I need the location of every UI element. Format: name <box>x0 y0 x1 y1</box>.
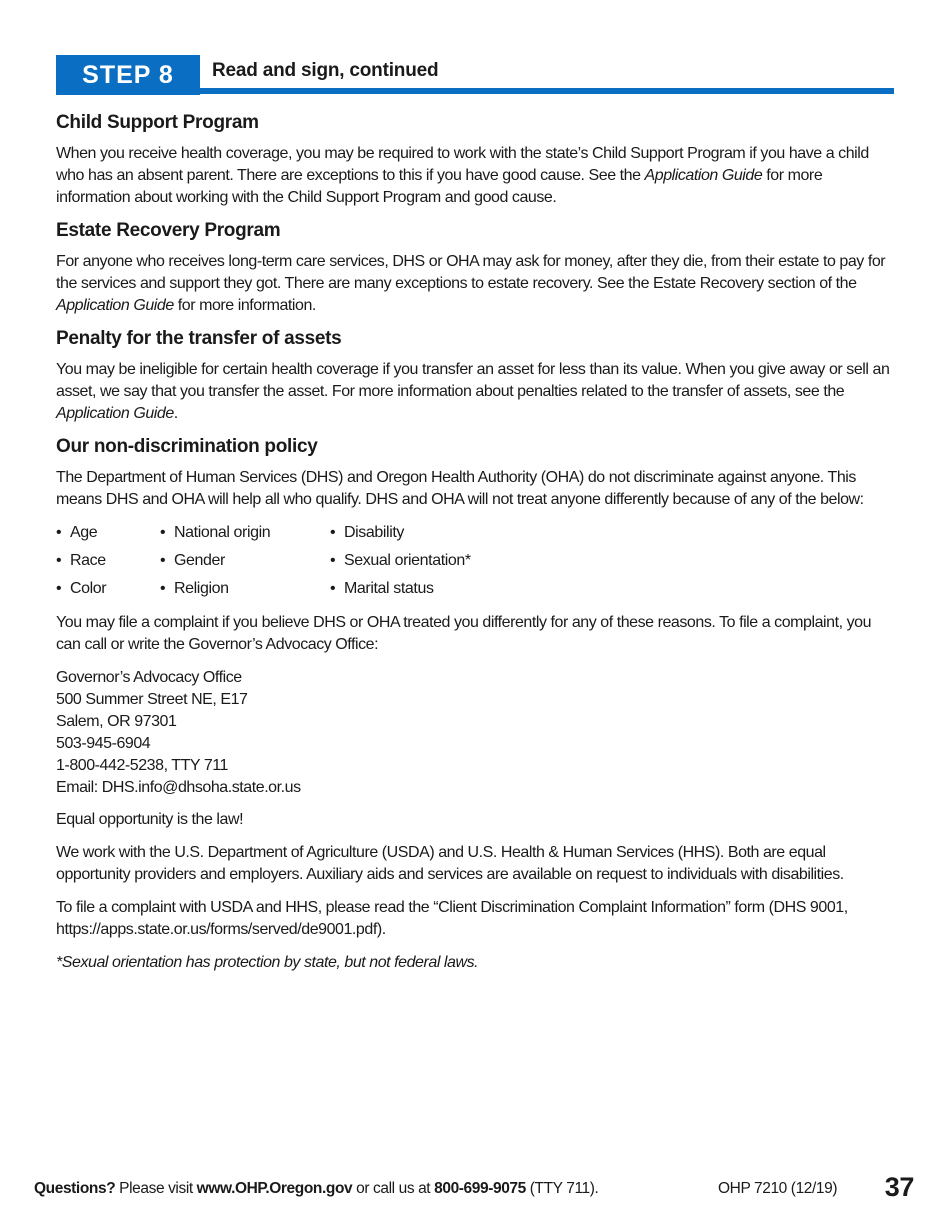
header-rule <box>200 88 894 94</box>
list-item: • National origin <box>160 524 271 541</box>
section-heading: Penalty for the transfer of assets <box>56 328 342 349</box>
list-item: • Sexual orientation* <box>330 552 471 569</box>
child-support-section <box>56 112 894 209</box>
address-line: Governor’s Advocacy Office <box>56 669 242 686</box>
application-guide-title: Application Guide <box>56 405 174 422</box>
list-item: • Age <box>56 524 98 541</box>
protected-classes-list <box>56 522 894 606</box>
page-number: 37 <box>884 1172 914 1202</box>
email-address: Email: DHS.info@dhsoha.state.or.us <box>56 779 301 796</box>
list-item: • Religion <box>160 580 229 597</box>
list-item: • Race <box>56 552 106 569</box>
bullet-column <box>160 522 330 606</box>
phone-number: 503-945-6904 <box>56 735 151 752</box>
section-paragraph: For anyone who receives long-term care services, DHS or OHA may ask for money, after they die, from their estate to pay for the services and support they got. There are many exceptions to estate recovery. See the Estate Recovery section of the Application Guide for more information. <box>56 253 886 314</box>
website-link[interactable]: www.OHP.Oregon.gov <box>196 1180 353 1197</box>
footer-contact: Questions? Please visit www.OHP.Oregon.gov or call us at 800-699-9075 (TTY 711). <box>34 1180 599 1197</box>
step-header <box>56 55 894 95</box>
usda-complaint-paragraph: To file a complaint with USDA and HHS, please read the “Client Discrimination Complaint Information” form (DHS 9001, https://apps.state.or.us/forms/served/de9001.pdf). <box>56 899 848 938</box>
step-badge: STEP 8 <box>56 55 200 95</box>
toll-free-number: 1-800-442-5238, TTY 711 <box>56 757 229 774</box>
estate-recovery-section <box>56 220 894 317</box>
list-item: • Gender <box>160 552 225 569</box>
section-heading: Child Support Program <box>56 112 259 133</box>
step-title: Read and sign, continued <box>212 60 439 81</box>
address-line: 500 Summer Street NE, E17 <box>56 691 248 708</box>
form-id: OHP 7210 (12/19) <box>718 1180 838 1197</box>
section-paragraph: When you receive health coverage, you may be required to work with the state’s Child Support Program if you have a child who has an absent parent. There are exceptions to this if you have good cause. See the Application Guide for more information about working with the Child Support Program and good cause. <box>56 145 869 206</box>
advocacy-office-address <box>56 667 894 799</box>
bullet-column <box>330 522 530 606</box>
non-discrimination-section <box>56 436 894 974</box>
application-guide-title: Application Guide <box>56 297 174 314</box>
footnote: *Sexual orientation has protection by state, but not federal laws. <box>56 954 479 971</box>
list-item: • Marital status <box>330 580 434 597</box>
policy-intro: The Department of Human Services (DHS) and Oregon Health Authority (OHA) do not discriminate against anyone. This means DHS and OHA will help all who qualify. DHS and OHA will not treat anyone differently because of any of the below: <box>56 469 864 508</box>
usda-paragraph: We work with the U.S. Department of Agriculture (USDA) and U.S. Health & Human Services (HHS). Both are equal opportunity providers and employers. Auxiliary aids and services are available on request to individuals with disabilities. <box>56 844 844 883</box>
transfer-penalty-section <box>56 328 894 425</box>
section-heading: Our non-discrimination policy <box>56 436 318 457</box>
phone-link[interactable]: 800-699-9075 <box>434 1180 526 1197</box>
main-content <box>56 112 894 985</box>
bullet-column <box>56 522 160 606</box>
list-item: • Disability <box>330 524 405 541</box>
page-footer <box>34 1172 914 1212</box>
complaint-paragraph: You may file a complaint if you believe DHS or OHA treated you differently for any of these reasons. To file a complaint, you can call or write the Governor’s Advocacy Office: <box>56 614 872 653</box>
equal-opportunity-text: Equal opportunity is the law! <box>56 811 244 828</box>
application-guide-title: Application Guide <box>644 167 763 184</box>
section-paragraph: You may be ineligible for certain health coverage if you transfer an asset for less than its value. When you give away or sell an asset, we say that you transfer the asset. For more information about penalties related to the transfer of assets, see the Application Guide. <box>56 361 890 422</box>
list-item: • Color <box>56 580 107 597</box>
address-line: Salem, OR 97301 <box>56 713 177 730</box>
section-heading: Estate Recovery Program <box>56 220 281 241</box>
